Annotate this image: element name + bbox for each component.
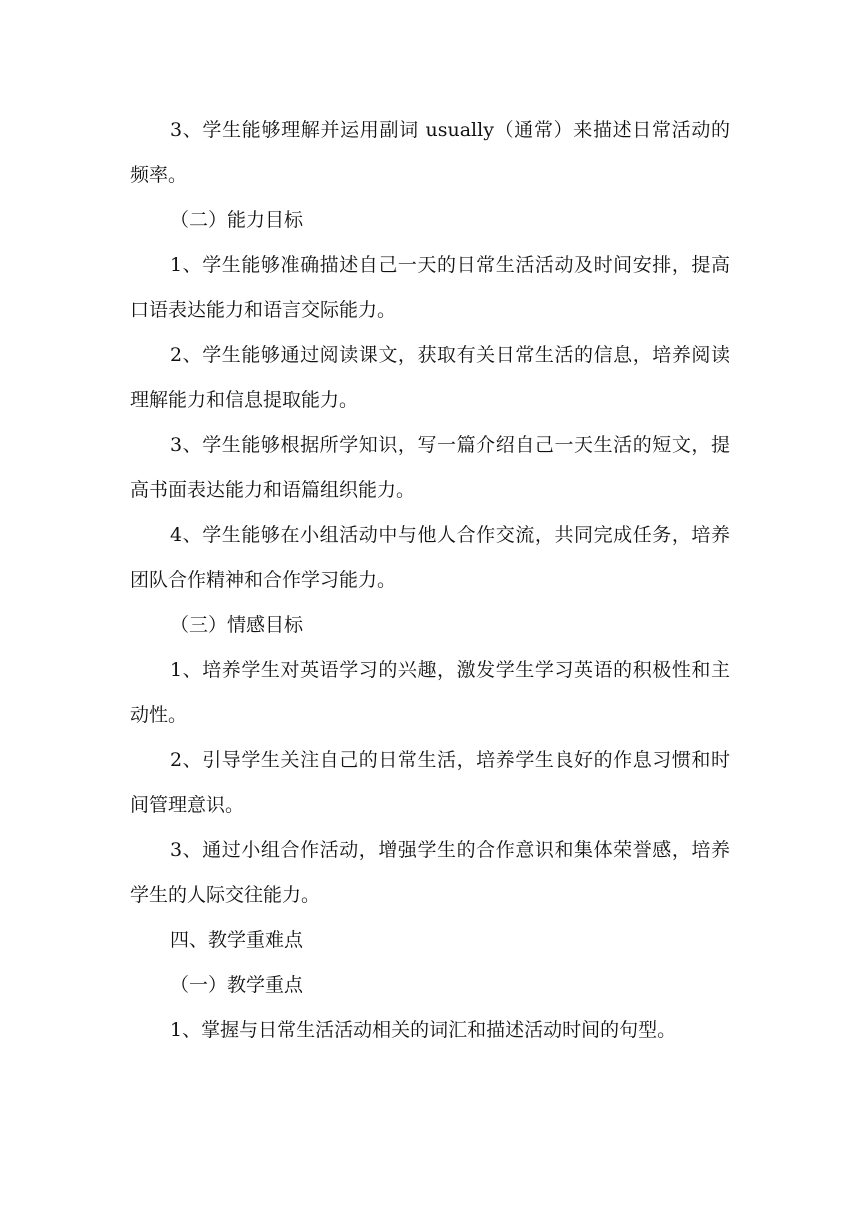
paragraph-emotion-2: 2、引导学生关注自己的日常生活，培养学生良好的作息习惯和时间管理意识。	[130, 749, 730, 816]
section-teaching-key-points: （一）教学重点	[170, 974, 304, 996]
document-body	[130, 108, 730, 1053]
paragraph-ability-3: 3、学生能够根据所学知识，写一篇介绍自己一天生活的短文，提高书面表达能力和语篇组织能力。	[130, 434, 730, 501]
paragraph-ability-2: 2、学生能够通过阅读课文，获取有关日常生活的信息，培养阅读理解能力和信息提取能力。	[130, 344, 730, 411]
section-emotional-objectives: （三）情感目标	[170, 614, 304, 636]
paragraph-ability-4: 4、学生能够在小组活动中与他人合作交流，共同完成任务，培养团队合作精神和合作学习能力。	[130, 524, 730, 591]
section-key-difficult-points: 四、教学重难点	[170, 929, 304, 951]
paragraph-objective-usually: 3、学生能够理解并运用副词 usually（通常）来描述日常活动的频率。	[130, 119, 730, 186]
paragraph-ability-1: 1、学生能够准确描述自己一天的日常生活活动及时间安排，提高口语表达能力和语言交际能力。	[130, 254, 730, 321]
paragraph-emotion-1: 1、培养学生对英语学习的兴趣，激发学生学习英语的积极性和主动性。	[130, 659, 730, 726]
paragraph-key-point-1: 1、掌握与日常生活活动相关的词汇和描述活动时间的句型。	[170, 1019, 677, 1041]
paragraph-emotion-3: 3、通过小组合作活动，增强学生的合作意识和集体荣誉感，培养学生的人际交往能力。	[130, 839, 730, 906]
section-ability-objectives: （二）能力目标	[170, 209, 304, 231]
